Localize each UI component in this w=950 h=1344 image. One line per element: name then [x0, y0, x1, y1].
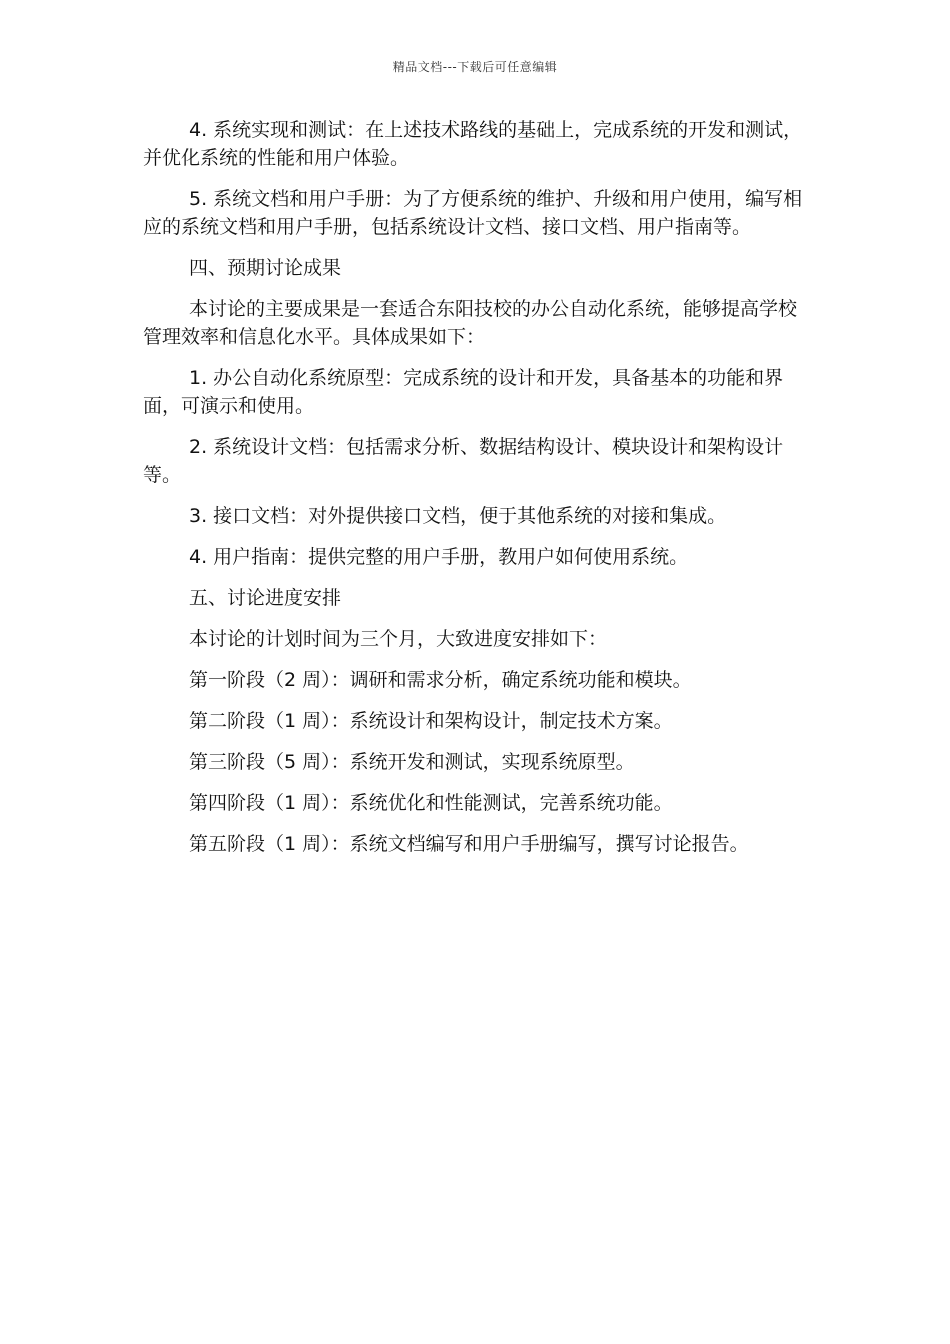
paragraph-result-design-doc: 2. 系统设计文档：包括需求分析、数据结构设计、模块设计和架构设计等。 [143, 436, 784, 486]
paragraph-system-implementation: 4. 系统实现和测试：在上述技术路线的基础上，完成系统的开发和测试，并优化系统的性能和用户体验。 [143, 119, 803, 169]
paragraph-system-docs: 5. 系统文档和用户手册：为了方便系统的维护、升级和用户使用，编写相应的系统文档和用户手册，包括系统设计文档、接口文档、用户指南等。 [143, 188, 803, 238]
paragraph-result-prototype: 1. 办公自动化系统原型：完成系统的设计和开发，具备基本的功能和界面，可演示和使用。 [143, 367, 784, 417]
paragraph-schedule-intro: 本讨论的计划时间为三个月，大致进度安排如下： [189, 628, 608, 650]
paragraph-result-interface-doc: 3. 接口文档：对外提供接口文档，便于其他系统的对接和集成。 [189, 505, 727, 527]
section-heading-expected-results: 四、预期讨论成果 [189, 257, 342, 279]
schedule-phase-4: 第四阶段（1 周）：系统优化和性能测试，完善系统功能。 [189, 792, 673, 814]
section-heading-schedule: 五、讨论进度安排 [189, 587, 342, 609]
schedule-phase-5: 第五阶段（1 周）：系统文档编写和用户手册编写，撰写讨论报告。 [189, 833, 749, 855]
schedule-phase-1: 第一阶段（2 周）：调研和需求分析，确定系统功能和模块。 [189, 669, 692, 691]
page-header: 精品文档---下载后可任意编辑 [392, 60, 558, 74]
paragraph-result-user-guide: 4. 用户指南：提供完整的用户手册，教用户如何使用系统。 [189, 546, 689, 568]
document-body [143, 116, 807, 871]
schedule-phase-3: 第三阶段（5 周）：系统开发和测试，实现系统原型。 [189, 751, 635, 773]
paragraph-results-intro: 本讨论的主要成果是一套适合东阳技校的办公自动化系统，能够提高学校管理效率和信息化水平。具体成果如下： [143, 298, 798, 348]
schedule-phase-2: 第二阶段（1 周）：系统设计和架构设计，制定技术方案。 [189, 710, 673, 732]
